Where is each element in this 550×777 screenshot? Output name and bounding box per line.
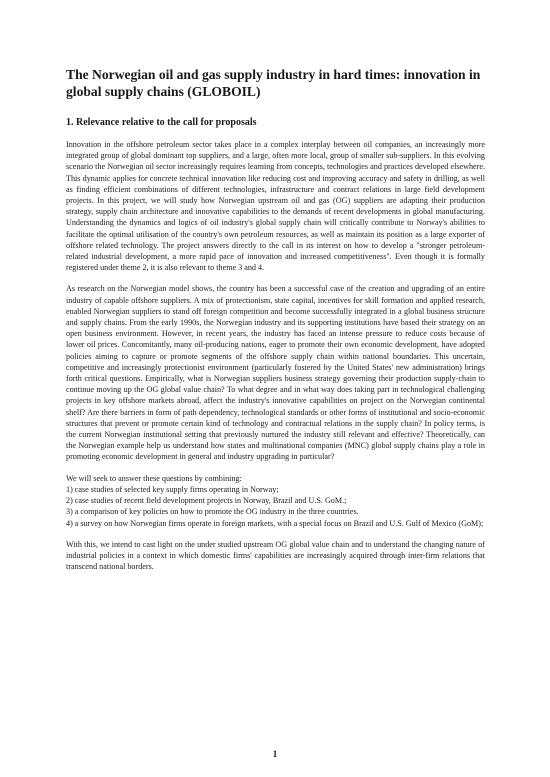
page-number: 1 [272, 749, 278, 759]
list-item: 4) a survey on how Norwegian firms operate in foreign markets, with a special focus on Brazil and U.S. Gulf of Mexico (GoM); [66, 518, 484, 528]
list-item: 3) a comparison of key policies on how to promote the OG industry in the three countries. [66, 507, 359, 517]
paragraph-norwegian-model: As research on the Norwegian model shows, the country has been a successful case of the creation and upgrading of an entire industry of capable offshore suppliers. A mix of protectionism, state capital, incentives for skill formation and applied research, enabled Norwegian suppliers to stand off foreign competition and become successfully integrated in a global business structure and supply chains. From the early 1990s, the Norwegian industry and its supporting institutions have based their strategy on an open business environment. However, in recent years, the industry has faced an intense pressure to reduce costs because of lower oil prices. Concomitantly, many oil-producing nations, eager to promote their own economic development, have adopted policies aiming to capture or promote segments of the offshore supply chain within national boundaries. This uncertain, competitive and increasingly protectionist environment (particularly fostered by the United States' new administration) brings forth critical questions. Empirically, what is Norwegian suppliers business strategy governing their production supply-chain to continue moving up the OG global value chain? To what degree and in what way does taking part in technological challenging projects in key offshore markets abroad, affect the industry's innovative capabilities on project on the Norwegian continental shelf? Are there barriers in form of path dependency, technological standards or other forms of institutional and socio-economic structures that prevent or promote certain kind of technology and contractual relations in the supply chain? In policy terms, is the current Norwegian institutional setting that previously nurtured the industry still relevant and effective? Theoretically, can the Norwegian example help us understand how states and multinational companies (MNC) global supply chains play a role in promoting economic development in general and industry upgrading in particular? [66, 284, 485, 462]
list-item: 1) case studies of selected key supply firms operating in Norway; [66, 484, 279, 494]
list-intro: We will seek to answer these questions by combining: [66, 473, 242, 483]
section-heading: 1. Relevance relative to the call for proposals [66, 117, 257, 128]
paragraph-relevance: Innovation in the offshore petroleum sector takes place in a complex interplay between oil companies, an increasingly more integrated group of global dominant top suppliers, and a large, often more local, group of smaller sub-suppliers. In this evolving scenario the Norwegian oil sector increasingly requires learning from concepts, technologies and practices developed elsewhere. This dynamic applies for concrete technical innovation like reducing cost and improving accuracy and safety in drilling, as well as finding efficient combinations of different technologies, infrastructure and contract relations in large field development projects. In this project, we will study how Norwegian upstream oil and gas (OG) suppliers are adapting their production strategy, supply chain architecture and innovative capabilities to the demands of recent developments in global manufacturing. Understanding the dynamics and logics of oil industry's global supply chain will critically contribute to Norway's abilities to facilitate the optimal utilisation of the country's own petroleum resources, as well as maintain its position as a large exporter of offshore related technology. The project answers directly to the call in its interest on how to develop a "stronger petroleum-related industrial development, a more rapid pace of innovation and increased competitiveness". Even though it is formally registered under theme 2, it is also relevant to theme 3 and 4. [66, 140, 485, 273]
list-item: 2) case studies of recent field development projects in Norway, Brazil and U.S. GoM.; [66, 496, 347, 506]
paragraph-closing: With this, we intend to cast light on the under studied upstream OG global value chain and to understand the changing nature of industrial policies in a context in which domestic firms' capabilities are increasingly acquired through inter-firm relations that transcend national borders. [66, 539, 485, 572]
page-content [66, 66, 485, 572]
methods-list [66, 484, 485, 529]
document-title: The Norwegian oil and gas supply industry in hard times: innovation in global supply chains (GLOBOIL) [66, 67, 481, 99]
